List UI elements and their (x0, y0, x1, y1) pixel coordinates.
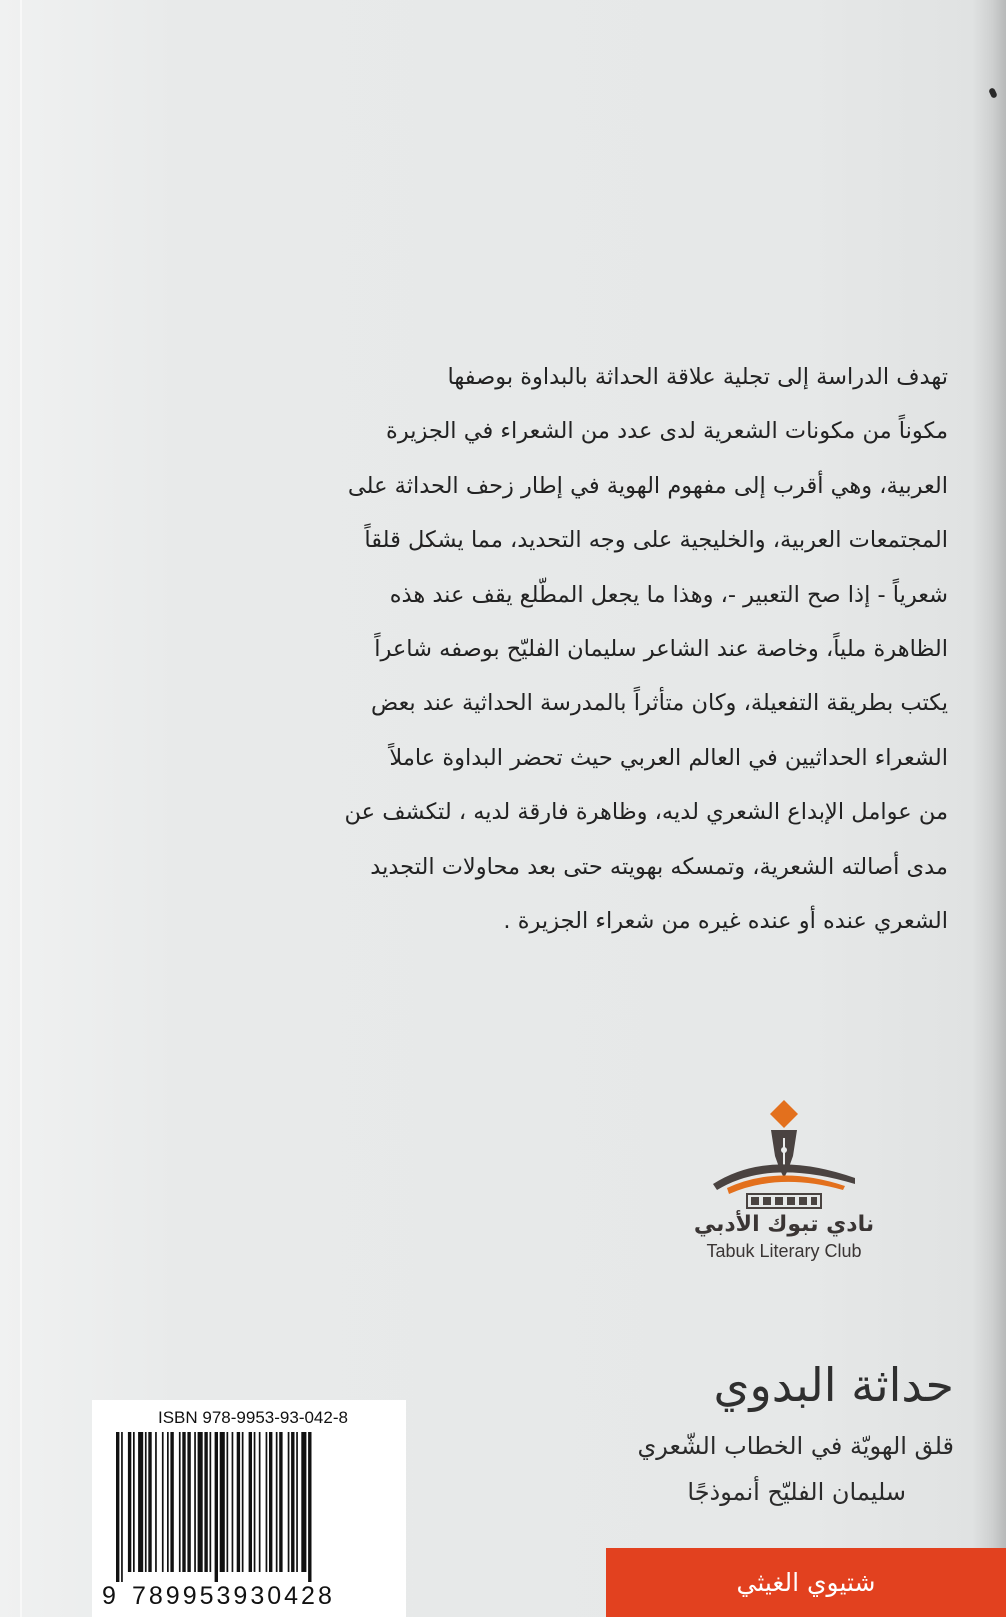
publisher-logo (684, 1098, 884, 1308)
barcode-bar (237, 1432, 240, 1572)
barcode-bar (116, 1432, 119, 1582)
barcode-bar (288, 1432, 290, 1572)
isbn-label: ISBN 978-9953-93-042-8 (158, 1408, 348, 1427)
barcode-bar (266, 1432, 268, 1572)
barcode-bar (242, 1432, 244, 1572)
barcode-bars-icon (112, 1432, 392, 1582)
barcode-bar (291, 1432, 294, 1572)
blurb-line: مدى أصالته الشعرية، وتمسكه بهويته حتى بعد محاولات التجديد (370, 853, 948, 880)
barcode-bar (187, 1432, 190, 1572)
barcode-bar (269, 1432, 272, 1572)
barcode-bar (128, 1432, 131, 1572)
barcode-bar (254, 1432, 256, 1572)
barcode-bar (220, 1432, 225, 1572)
barcode-lead-digit: 9 (102, 1582, 116, 1610)
publisher-name-ar: نادي تبوك الأدبي (693, 1212, 875, 1237)
barcode-bar (308, 1432, 311, 1582)
book-subtitle-secondary: سليمان الفليّح أنموذجًا (687, 1478, 906, 1506)
blurb-line: يكتب بطريقة التفعيلة، وكان متأثراً بالمدرسة الحداثية عند بعض (371, 690, 948, 717)
blurb-line: من عوامل الإبداع الشعري لديه، وظاهرة فارقة لديه ، لتكشف عن (344, 799, 948, 826)
blurb-line: الشعراء الحداثيين في العالم العربي حيث تحضر البداوة عاملاً (389, 744, 948, 771)
blurb-paragraph (278, 350, 948, 948)
barcode-bar (121, 1432, 123, 1582)
barcode-digits: 789953930428 (132, 1582, 335, 1610)
barcode-bar (182, 1432, 185, 1572)
barcode-bar (204, 1432, 207, 1572)
author-band (606, 1548, 1006, 1617)
publisher-name-en: Tabuk Literary Club (706, 1241, 862, 1261)
barcode-bar (249, 1432, 252, 1572)
barcode-bar (194, 1432, 196, 1572)
author-name: شتيوي الغيثي (736, 1568, 876, 1597)
blurb-line: مكوناً من مكونات الشعرية لدى عدد من الشعراء في الجزيرة (386, 418, 948, 445)
barcode-bar (138, 1432, 143, 1572)
barcode-bar (279, 1432, 282, 1572)
barcode-bar (301, 1432, 306, 1572)
barcode-bar (296, 1432, 298, 1572)
blurb-line: العربية، وهي أقرب إلى مفهوم الهوية في إطار زحف الحداثة على (347, 472, 948, 499)
barcode-bar (232, 1432, 234, 1572)
blurb-line: الشعري عنده أو عنده غيره من شعراء الجزيرة . (503, 908, 948, 935)
barcode-bar (227, 1432, 229, 1572)
book-title: حداثة البدوي (713, 1358, 954, 1412)
barcode-bar (170, 1432, 173, 1572)
barcode-box (92, 1400, 406, 1617)
barcode-bar (145, 1432, 147, 1572)
blurb-line: المجتمعات العربية، والخليجية على وجه التحديد، مما يشكل قلقاً (364, 527, 948, 554)
barcode-bar (215, 1432, 218, 1582)
blurb-line: الظاهرة ملياً، وخاصة عند الشاعر سليمان الفليّح بوصفه شاعراً (374, 636, 948, 663)
barcode-bar (155, 1432, 157, 1572)
barcode-bar (198, 1432, 203, 1572)
book-subtitle: قلق الهويّة في الخطاب الشّعري (637, 1432, 954, 1460)
blurb-line: شعرياً - إذا صح التعبير -، وهذا ما يجعل المطّلع يقف عند هذه (389, 581, 948, 608)
cover-crease (20, 0, 22, 1617)
barcode-bar (162, 1432, 164, 1572)
barcode-bar (276, 1432, 278, 1572)
barcode-bar (167, 1432, 169, 1572)
barcode-bar (179, 1432, 181, 1572)
spine-shadow (972, 0, 1006, 1617)
barcode-bar (133, 1432, 135, 1572)
barcode-bar (148, 1432, 151, 1572)
barcode-bar (210, 1432, 212, 1572)
barcode-bar (259, 1432, 261, 1572)
pen-nib-dome-logo-icon (709, 1098, 859, 1210)
blurb-line: تهدف الدراسة إلى تجلية علاقة الحداثة بالبداوة بوصفها (447, 364, 948, 390)
